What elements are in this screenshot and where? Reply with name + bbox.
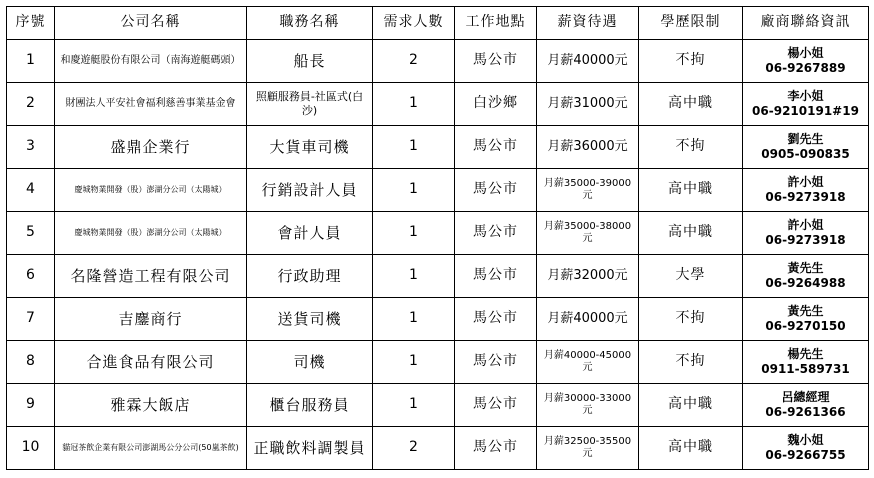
cell-company: 慶城物業開發（股）澎湖分公司（太陽城） bbox=[55, 169, 247, 212]
cell-salary: 月薪40000元 bbox=[537, 40, 639, 83]
contact-name: 許小姐 bbox=[787, 218, 824, 232]
column-header-place: 工作地點 bbox=[455, 7, 537, 40]
column-header-salary: 薪資待遇 bbox=[537, 7, 639, 40]
contact-phone: 06-9273918 bbox=[765, 233, 846, 247]
cell-job-title: 司機 bbox=[247, 341, 373, 384]
cell-company: 合進食品有限公司 bbox=[55, 341, 247, 384]
table-row bbox=[7, 212, 869, 255]
cell-salary: 月薪40000-45000元 bbox=[537, 341, 639, 384]
cell-salary: 月薪31000元 bbox=[537, 83, 639, 126]
cell-contact bbox=[743, 341, 869, 384]
table-header-row bbox=[7, 7, 869, 40]
cell-company: 名隆營造工程有限公司 bbox=[55, 255, 247, 298]
contact-name: 呂總經理 bbox=[781, 390, 830, 404]
cell-education: 高中職 bbox=[639, 169, 743, 212]
cell-seq: 7 bbox=[7, 298, 55, 341]
cell-job-title: 行政助理 bbox=[247, 255, 373, 298]
cell-job-title: 行銷設計人員 bbox=[247, 169, 373, 212]
contact-phone: 0911-589731 bbox=[761, 362, 850, 376]
cell-seq: 8 bbox=[7, 341, 55, 384]
cell-seq: 1 bbox=[7, 40, 55, 83]
cell-work-location: 白沙鄉 bbox=[455, 83, 537, 126]
table-row bbox=[7, 40, 869, 83]
table-row bbox=[7, 169, 869, 212]
contact-phone: 06-9273918 bbox=[765, 190, 846, 204]
table-row bbox=[7, 255, 869, 298]
cell-work-location: 馬公市 bbox=[455, 169, 537, 212]
cell-seq: 3 bbox=[7, 126, 55, 169]
column-header-company: 公司名稱 bbox=[55, 7, 247, 40]
contact-phone: 06-9267889 bbox=[765, 61, 846, 75]
table-row bbox=[7, 384, 869, 427]
cell-job-title: 櫃台服務員 bbox=[247, 384, 373, 427]
cell-company: 吉鏖商行 bbox=[55, 298, 247, 341]
cell-seq: 5 bbox=[7, 212, 55, 255]
contact-name: 楊小姐 bbox=[787, 46, 824, 60]
cell-contact bbox=[743, 384, 869, 427]
cell-contact bbox=[743, 169, 869, 212]
cell-work-location: 馬公市 bbox=[455, 212, 537, 255]
cell-job-title: 送貨司機 bbox=[247, 298, 373, 341]
cell-company: 和慶遊艇股份有限公司（南海遊艇碼頭） bbox=[55, 40, 247, 83]
cell-education: 不拘 bbox=[639, 341, 743, 384]
table-row bbox=[7, 427, 869, 470]
cell-company: 盛鼎企業行 bbox=[55, 126, 247, 169]
cell-headcount: 1 bbox=[373, 83, 455, 126]
column-header-education: 學歷限制 bbox=[639, 7, 743, 40]
contact-name: 許小姐 bbox=[787, 175, 824, 189]
cell-headcount: 2 bbox=[373, 427, 455, 470]
cell-headcount: 1 bbox=[373, 126, 455, 169]
cell-headcount: 1 bbox=[373, 212, 455, 255]
table-row bbox=[7, 83, 869, 126]
cell-education: 不拘 bbox=[639, 298, 743, 341]
cell-job-title: 船長 bbox=[247, 40, 373, 83]
cell-work-location: 馬公市 bbox=[455, 341, 537, 384]
column-header-seq: 序號 bbox=[7, 7, 55, 40]
cell-contact bbox=[743, 427, 869, 470]
cell-company: 貓冠茶飲企業有限公司澎湖馬公分公司(50嵐茶飲) bbox=[55, 427, 247, 470]
cell-seq: 4 bbox=[7, 169, 55, 212]
contact-phone: 06-9264988 bbox=[765, 276, 846, 290]
contact-name: 魏小姐 bbox=[787, 433, 824, 447]
cell-work-location: 馬公市 bbox=[455, 255, 537, 298]
cell-work-location: 馬公市 bbox=[455, 384, 537, 427]
cell-company: 財團法人平安社會福利慈善事業基金會 bbox=[55, 83, 247, 126]
cell-education: 高中職 bbox=[639, 83, 743, 126]
table-row bbox=[7, 126, 869, 169]
cell-headcount: 2 bbox=[373, 40, 455, 83]
table-header bbox=[7, 7, 869, 40]
cell-contact bbox=[743, 212, 869, 255]
contact-phone: 06-9210191#19 bbox=[752, 104, 859, 118]
contact-name: 楊先生 bbox=[787, 347, 824, 361]
cell-education: 高中職 bbox=[639, 384, 743, 427]
cell-salary: 月薪35000-38000元 bbox=[537, 212, 639, 255]
cell-salary: 月薪35000-39000元 bbox=[537, 169, 639, 212]
cell-headcount: 1 bbox=[373, 384, 455, 427]
cell-education: 高中職 bbox=[639, 427, 743, 470]
contact-phone: 06-9270150 bbox=[765, 319, 846, 333]
cell-headcount: 1 bbox=[373, 255, 455, 298]
cell-headcount: 1 bbox=[373, 341, 455, 384]
table-row bbox=[7, 341, 869, 384]
cell-education: 不拘 bbox=[639, 40, 743, 83]
cell-work-location: 馬公市 bbox=[455, 126, 537, 169]
cell-headcount: 1 bbox=[373, 169, 455, 212]
cell-salary: 月薪40000元 bbox=[537, 298, 639, 341]
cell-job-title: 正職飲料調製員 bbox=[247, 427, 373, 470]
cell-work-location: 馬公市 bbox=[455, 40, 537, 83]
column-header-title: 職務名稱 bbox=[247, 7, 373, 40]
table-row bbox=[7, 298, 869, 341]
cell-headcount: 1 bbox=[373, 298, 455, 341]
cell-contact bbox=[743, 126, 869, 169]
cell-contact bbox=[743, 40, 869, 83]
contact-name: 劉先生 bbox=[787, 132, 824, 146]
cell-company: 雅霖大飯店 bbox=[55, 384, 247, 427]
cell-company: 慶城物業開發（股）澎湖分公司（太陽城） bbox=[55, 212, 247, 255]
cell-work-location: 馬公市 bbox=[455, 427, 537, 470]
contact-name: 李小姐 bbox=[787, 89, 824, 103]
cell-salary: 月薪36000元 bbox=[537, 126, 639, 169]
contact-phone: 0905-090835 bbox=[761, 147, 850, 161]
contact-name: 黃先生 bbox=[787, 304, 824, 318]
cell-seq: 6 bbox=[7, 255, 55, 298]
cell-contact bbox=[743, 83, 869, 126]
cell-work-location: 馬公市 bbox=[455, 298, 537, 341]
cell-contact bbox=[743, 298, 869, 341]
cell-contact bbox=[743, 255, 869, 298]
contact-name: 黃先生 bbox=[787, 261, 824, 275]
cell-seq: 2 bbox=[7, 83, 55, 126]
contact-phone: 06-9266755 bbox=[765, 448, 846, 462]
cell-salary: 月薪30000-33000元 bbox=[537, 384, 639, 427]
cell-education: 大學 bbox=[639, 255, 743, 298]
cell-education: 高中職 bbox=[639, 212, 743, 255]
cell-salary: 月薪32000元 bbox=[537, 255, 639, 298]
cell-seq: 10 bbox=[7, 427, 55, 470]
cell-job-title: 會計人員 bbox=[247, 212, 373, 255]
contact-phone: 06-9261366 bbox=[765, 405, 846, 419]
column-header-count: 需求人數 bbox=[373, 7, 455, 40]
job-listing-table bbox=[6, 6, 869, 470]
cell-salary: 月薪32500-35500元 bbox=[537, 427, 639, 470]
table-body bbox=[7, 40, 869, 470]
cell-job-title: 照顧服務員-社區式(白沙) bbox=[247, 83, 373, 126]
cell-job-title: 大貨車司機 bbox=[247, 126, 373, 169]
cell-education: 不拘 bbox=[639, 126, 743, 169]
cell-seq: 9 bbox=[7, 384, 55, 427]
column-header-contact: 廠商聯絡資訊 bbox=[743, 7, 869, 40]
